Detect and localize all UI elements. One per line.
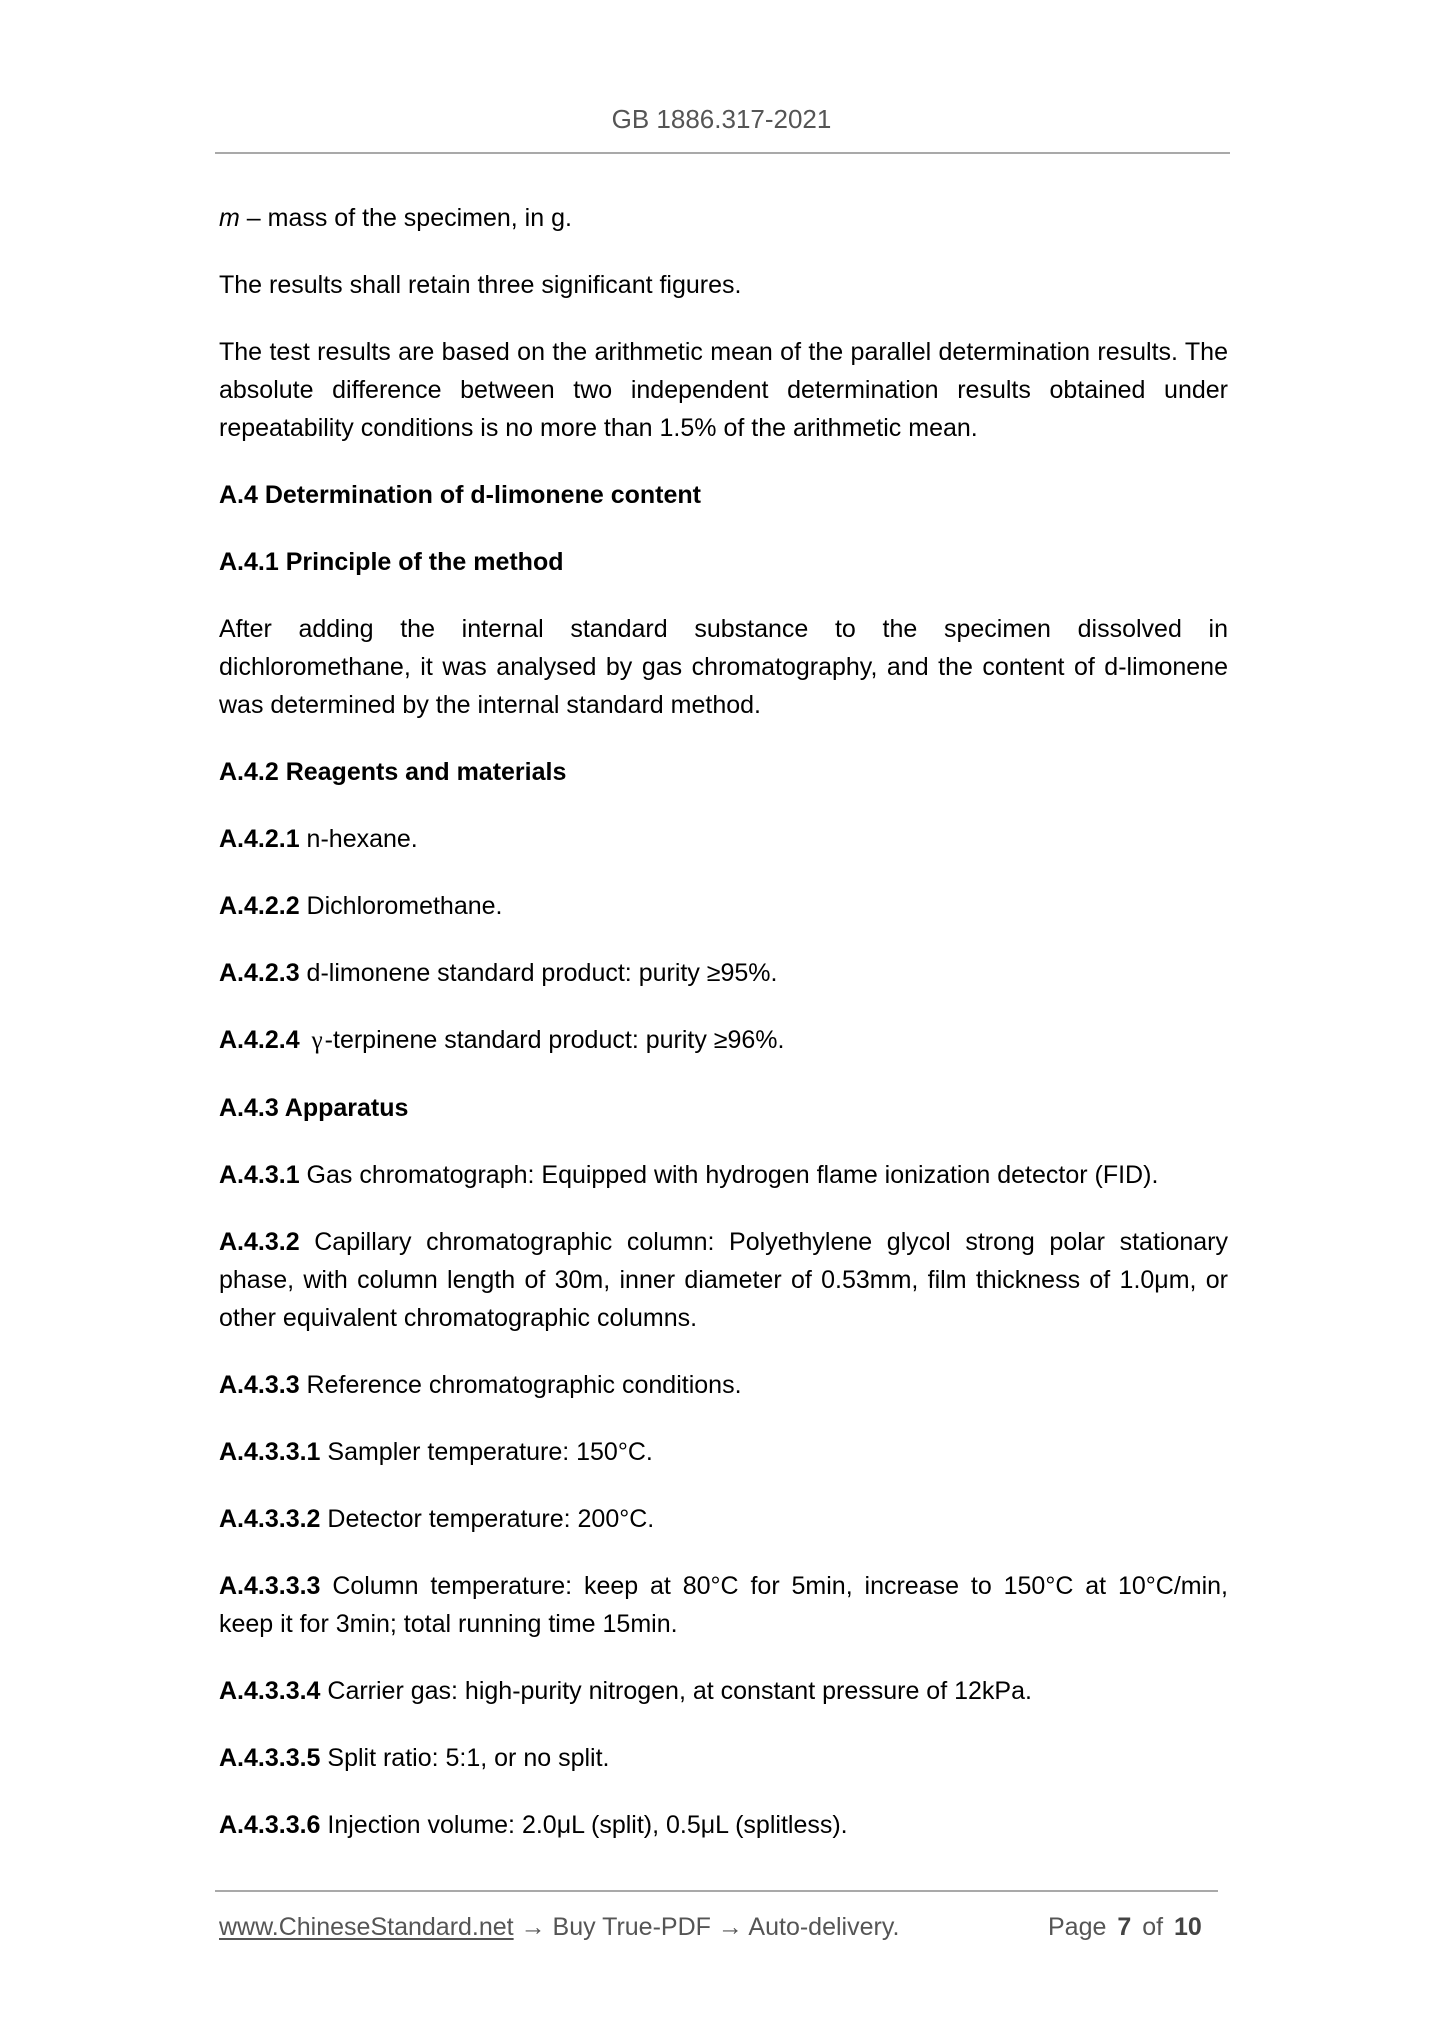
item-number: A.4.2.4 bbox=[219, 1026, 300, 1054]
item-text: d-limonene standard product: purity ≥95%. bbox=[299, 959, 778, 987]
item-text: Split ratio: 5:1, or no split. bbox=[320, 1744, 610, 1772]
item-a4-2-3 bbox=[219, 954, 1228, 992]
footer-promo bbox=[219, 1911, 899, 1943]
item-text: Column temperature: keep at 80°C for 5min, increase to 150°C at 10°C/min, keep it for 3min; total running time 15min. bbox=[219, 1572, 1228, 1638]
item-text: Gas chromatograph: Equipped with hydrogen flame ionization detector (FID). bbox=[299, 1161, 1159, 1189]
variable-definition bbox=[219, 199, 1228, 237]
item-number: A.4.3.3.2 bbox=[219, 1505, 321, 1533]
gamma-symbol: γ bbox=[311, 1027, 323, 1054]
variable-symbol: m bbox=[219, 204, 240, 232]
item-a4-3-3-1 bbox=[219, 1433, 1228, 1471]
heading-a4-3: A.4.3 Apparatus bbox=[219, 1094, 409, 1122]
item-number: A.4.3.2 bbox=[219, 1228, 300, 1256]
item-number: A.4.3.3.1 bbox=[219, 1438, 321, 1466]
item-text: Dichloromethane. bbox=[299, 892, 503, 920]
item-number: A.4.3.1 bbox=[219, 1161, 300, 1189]
variable-description: – mass of the specimen, in g. bbox=[239, 204, 572, 232]
item-text: -terpinene standard product: purity ≥96%. bbox=[324, 1026, 785, 1054]
item-a4-3-1 bbox=[219, 1156, 1228, 1194]
item-a4-3-3 bbox=[219, 1366, 1228, 1404]
paragraph-repeatability: The test results are based on the arithmetic mean of the parallel determination results. The absolute difference between two independent determination results obtained under repeatability conditions is no more than 1.5% of the arithmetic mean. bbox=[219, 338, 1228, 442]
item-a4-2-2 bbox=[219, 887, 1228, 925]
item-text: Injection volume: 2.0μL (split), 0.5μL (splitless). bbox=[320, 1811, 848, 1839]
paragraph-significant-figures: The results shall retain three significant figures. bbox=[219, 271, 742, 299]
item-number: A.4.3.3.5 bbox=[219, 1744, 321, 1772]
item-a4-2-4 bbox=[219, 1021, 1228, 1060]
item-number: A.4.3.3.4 bbox=[219, 1677, 321, 1705]
item-number: A.4.2.3 bbox=[219, 959, 300, 987]
arrow-right-icon: → bbox=[710, 1913, 749, 1941]
item-text: Carrier gas: high-purity nitrogen, at constant pressure of 12kPa. bbox=[320, 1677, 1032, 1705]
item-text: Reference chromatographic conditions. bbox=[299, 1371, 742, 1399]
header-divider bbox=[215, 152, 1230, 154]
document-body bbox=[219, 199, 1228, 1873]
item-a4-3-2 bbox=[219, 1223, 1228, 1337]
page-current: 7 bbox=[1117, 1913, 1132, 1941]
item-a4-3-3-4 bbox=[219, 1672, 1228, 1710]
item-text: Sampler temperature: 150°C. bbox=[320, 1438, 653, 1466]
page-number bbox=[1048, 1911, 1202, 1943]
item-a4-3-3-6 bbox=[219, 1806, 1228, 1844]
paragraph-principle: After adding the internal standard substance to the specimen dissolved in dichloromethane, it was analysed by gas chromatography, and the content of d-limonene was determined by the internal standard method. bbox=[219, 615, 1228, 719]
heading-a4: A.4 Determination of d-limonene content bbox=[219, 481, 701, 509]
item-a4-3-3-5 bbox=[219, 1739, 1228, 1777]
chinesestandard-link[interactable]: www.ChineseStandard.net bbox=[219, 1913, 514, 1941]
item-text: n-hexane. bbox=[299, 825, 418, 853]
item-text: Detector temperature: 200°C. bbox=[320, 1505, 655, 1533]
item-number: A.4.3.3.3 bbox=[219, 1572, 321, 1600]
footer-step-buy: Buy True-PDF bbox=[552, 1913, 711, 1941]
page-footer bbox=[219, 1911, 1219, 1945]
page-label: Page bbox=[1048, 1913, 1107, 1941]
document-code: GB 1886.317-2021 bbox=[611, 104, 832, 134]
page-total: 10 bbox=[1174, 1913, 1202, 1941]
page-header bbox=[0, 103, 1445, 135]
of-label: of bbox=[1142, 1913, 1164, 1941]
item-number: A.4.2.2 bbox=[219, 892, 300, 920]
heading-a4-2: A.4.2 Reagents and materials bbox=[219, 758, 567, 786]
item-a4-3-3-3 bbox=[219, 1567, 1228, 1643]
item-text: Capillary chromatographic column: Polyethylene glycol strong polar stationary phase, with column length of 30m, inner diameter of 0.53mm, film thickness of 1.0μm, or other equivalent chromatographic columns. bbox=[219, 1228, 1228, 1332]
heading-a4-1: A.4.1 Principle of the method bbox=[219, 548, 564, 576]
arrow-right-icon: → bbox=[513, 1913, 553, 1941]
item-number: A.4.2.1 bbox=[219, 825, 300, 853]
item-a4-2-1 bbox=[219, 820, 1228, 858]
footer-divider bbox=[215, 1890, 1218, 1892]
item-a4-3-3-2 bbox=[219, 1500, 1228, 1538]
item-number: A.4.3.3 bbox=[219, 1371, 300, 1399]
item-number: A.4.3.3.6 bbox=[219, 1811, 321, 1839]
footer-step-delivery: Auto-delivery. bbox=[748, 1913, 900, 1941]
